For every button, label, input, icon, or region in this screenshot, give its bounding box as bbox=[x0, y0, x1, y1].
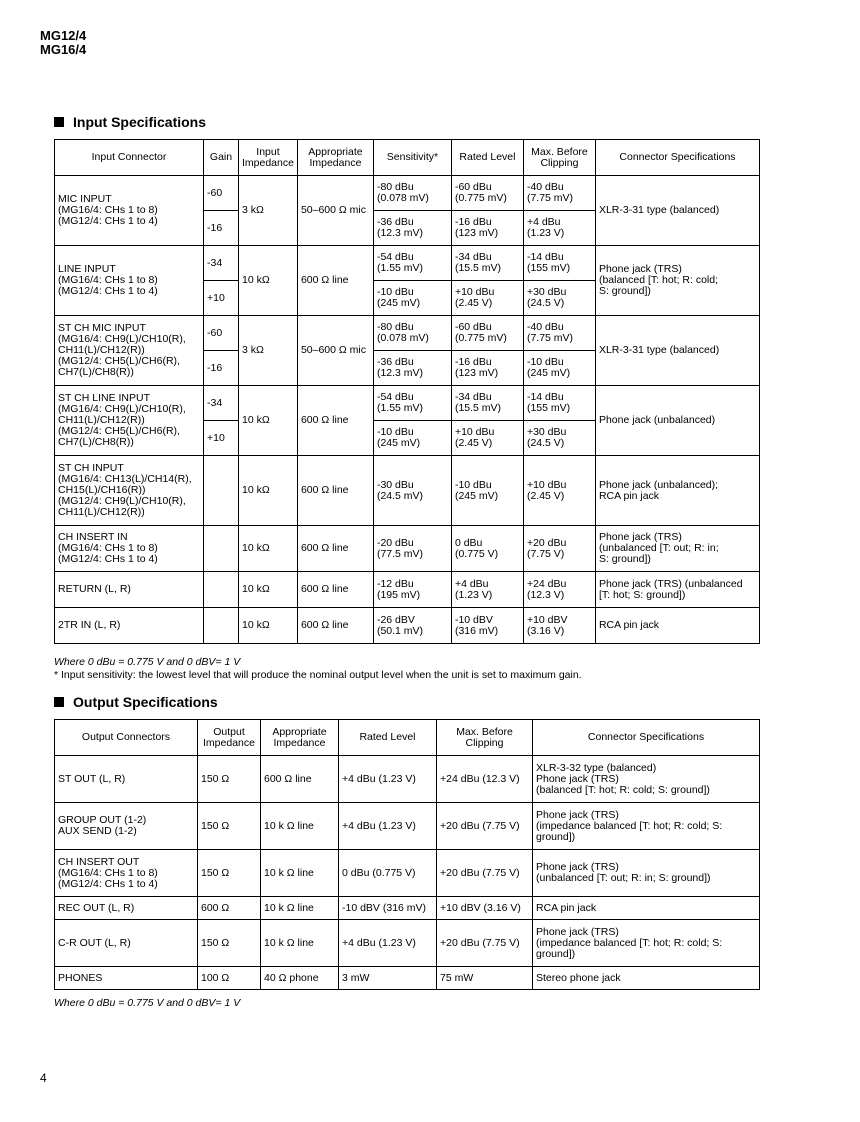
max-line: (1.23 V) bbox=[526, 227, 565, 239]
max-line: -10 dBu bbox=[526, 356, 564, 368]
rated-line: (0.775 V) bbox=[454, 547, 499, 560]
connector-spec-line: RCA pin jack bbox=[536, 901, 597, 914]
table-row bbox=[55, 246, 760, 281]
gain-value bbox=[204, 608, 239, 644]
connector-spec-line: (unbalanced [T: out; R: in; S: ground]) bbox=[536, 872, 711, 884]
connector-name-line: ST CH MIC INPUT bbox=[58, 322, 146, 334]
sens-line: (77.5 mV) bbox=[376, 547, 424, 560]
input-connector-name bbox=[55, 526, 204, 572]
appropriate-impedance-header: Appropriate Impedance bbox=[261, 720, 339, 756]
max-line: +10 dBu bbox=[526, 478, 567, 491]
connector-spec-line: S: ground]) bbox=[598, 285, 651, 297]
rated-level: +4 dBu (1.23 V) bbox=[339, 920, 437, 967]
connector-spec bbox=[595, 526, 759, 572]
max-value bbox=[523, 246, 595, 281]
bullet-square-icon bbox=[54, 697, 64, 707]
sens-value bbox=[373, 351, 451, 386]
max-value bbox=[523, 572, 595, 608]
connector-name-line: CH INSERT OUT bbox=[58, 855, 140, 868]
rated-line: +10 dBu bbox=[454, 426, 495, 438]
table-row bbox=[55, 897, 760, 920]
connector-spec-line: Stereo phone jack bbox=[536, 971, 621, 984]
sens-line: (245 mV) bbox=[376, 297, 421, 309]
output-impedance: 100 Ω bbox=[198, 967, 261, 990]
connector-name-line: (MG16/4: CH9(L)/CH10(R), bbox=[58, 333, 186, 345]
sens-line: (12.3 mV) bbox=[376, 367, 424, 379]
rated-line: (1.23 V) bbox=[454, 588, 493, 601]
output-impedance: 150 Ω bbox=[198, 920, 261, 967]
input-connector-name bbox=[55, 316, 204, 386]
input-impedance: 3 kΩ bbox=[239, 176, 298, 246]
output-connector-name bbox=[55, 897, 198, 920]
sens-line: -10 dBu bbox=[376, 286, 414, 298]
max-value bbox=[523, 211, 595, 246]
gain-value: -16 bbox=[204, 351, 239, 386]
gain-value: -34 bbox=[204, 386, 239, 421]
sens-value bbox=[373, 526, 451, 572]
connector-name-line: CH7(L)/CH8(R)) bbox=[58, 436, 134, 448]
output-connector-name bbox=[55, 920, 198, 967]
appropriate-impedance: 600 Ω line bbox=[297, 572, 373, 608]
table-row bbox=[55, 756, 760, 803]
connector-spec-line: S: ground]) bbox=[598, 553, 651, 565]
sens-line: (12.3 mV) bbox=[376, 227, 424, 239]
sens-line: (50.1 mV) bbox=[376, 624, 424, 637]
input-note-2: * Input sensitivity: the lowest level that will produce the nominal output level when the unit is set to maximum gain. bbox=[54, 669, 582, 681]
rated-line: +10 dBu bbox=[454, 286, 495, 298]
output-impedance: 150 Ω bbox=[198, 850, 261, 897]
table-row bbox=[55, 967, 760, 990]
appropriate-impedance: 50–600 Ω mic bbox=[297, 176, 373, 246]
connector-name-line: CH11(L)/CH12(R)) bbox=[58, 414, 145, 426]
table-row bbox=[55, 456, 760, 526]
connector-spec-line: Phone jack (unbalanced); bbox=[598, 478, 719, 491]
rated-line: -16 dBu bbox=[454, 356, 492, 368]
connector-name-line: (MG16/4: CH13(L)/CH14(R), bbox=[58, 473, 192, 485]
appropriate-impedance-header: Appropriate Impedance bbox=[297, 140, 373, 176]
connector-name-line: CH11(L)/CH12(R)) bbox=[58, 344, 145, 356]
table-row bbox=[55, 316, 760, 351]
connector-name-line: GROUP OUT (1-2) bbox=[58, 814, 147, 826]
gain-value bbox=[204, 456, 239, 526]
connector-spec bbox=[533, 920, 760, 967]
rated-line: (15.5 mV) bbox=[454, 402, 502, 414]
max-value bbox=[523, 176, 595, 211]
connector-name-line: 2TR IN (L, R) bbox=[58, 619, 121, 631]
max-line: +30 dBu bbox=[526, 426, 567, 438]
rated-line: (316 mV) bbox=[454, 624, 499, 637]
sensitivity-header: Sensitivity* bbox=[373, 140, 451, 176]
connector-name-line: CH15(L)/CH16(R)) bbox=[58, 484, 146, 496]
connector-spec-line: ground]) bbox=[536, 947, 576, 960]
sens-value bbox=[373, 281, 451, 316]
connector-spec-line: Phone jack (TRS) bbox=[536, 808, 619, 821]
connector-name-line: (MG16/4: CHs 1 to 8) bbox=[58, 866, 158, 879]
model-name-1: MG12/4 bbox=[40, 28, 87, 43]
max-line: +10 dBV bbox=[526, 613, 568, 626]
input-connector-name bbox=[55, 456, 204, 526]
gain-value bbox=[204, 572, 239, 608]
connector-name-line: ST CH LINE INPUT bbox=[58, 392, 150, 404]
max-line: +20 dBu bbox=[526, 536, 567, 549]
rated-line: 0 dBu bbox=[454, 536, 483, 549]
input-connector-header: Input Connector bbox=[55, 140, 204, 176]
max-line: (2.45 V) bbox=[526, 489, 565, 502]
rated-line: (245 mV) bbox=[454, 489, 499, 502]
max-line: +24 dBu bbox=[526, 577, 567, 590]
connector-spec-line: Phone jack (TRS) bbox=[598, 531, 682, 543]
max-value bbox=[523, 421, 595, 456]
rated-level-header: Rated Level bbox=[451, 140, 523, 176]
output-impedance: 600 Ω bbox=[198, 897, 261, 920]
sens-line: -36 dBu bbox=[376, 216, 414, 228]
sens-line: -54 dBu bbox=[376, 391, 414, 403]
gain-header: Gain bbox=[204, 140, 239, 176]
max-line: (3.16 V) bbox=[526, 624, 565, 637]
connector-spec-line: (impedance balanced [T: hot; R: cold; S: bbox=[536, 936, 723, 949]
connector-spec bbox=[595, 572, 759, 608]
sens-value bbox=[373, 421, 451, 456]
input-impedance: 3 kΩ bbox=[239, 316, 298, 386]
connector-name-line: PHONES bbox=[58, 971, 103, 984]
rated-level: +4 dBu (1.23 V) bbox=[339, 756, 437, 803]
max-line: +30 dBu bbox=[526, 286, 567, 298]
gain-value bbox=[204, 526, 239, 572]
input-impedance: 10 kΩ bbox=[239, 386, 298, 456]
connector-spec-line: (balanced [T: hot; R: cold; bbox=[598, 274, 719, 286]
connector-spec bbox=[595, 316, 759, 386]
input-section-title: Input Specifications bbox=[54, 114, 206, 130]
gain-value: -60 bbox=[204, 316, 239, 351]
input-connector-name bbox=[55, 386, 204, 456]
connector-name-line: (MG16/4: CHs 1 to 8) bbox=[58, 274, 158, 286]
output-connector-name bbox=[55, 803, 198, 850]
rated-line: -10 dBV bbox=[454, 613, 493, 626]
rated-level: 0 dBu (0.775 V) bbox=[339, 850, 437, 897]
sens-line: -54 dBu bbox=[376, 251, 414, 263]
table-row bbox=[55, 572, 760, 608]
connector-spec bbox=[533, 756, 760, 803]
connector-spec bbox=[533, 897, 760, 920]
sens-line: -36 dBu bbox=[376, 356, 414, 368]
connector-spec bbox=[595, 608, 759, 644]
gain-value: -60 bbox=[204, 176, 239, 211]
max-line: (7.75 mV) bbox=[526, 192, 574, 204]
table-row bbox=[55, 920, 760, 967]
rated-line: -60 dBu bbox=[454, 321, 492, 333]
rated-value bbox=[451, 281, 523, 316]
connector-name-line: (MG12/4: CHs 1 to 4) bbox=[58, 215, 158, 227]
connector-spec-line: Phone jack (TRS) bbox=[536, 861, 619, 873]
connector-name-line: ST CH INPUT bbox=[58, 462, 124, 474]
max-line: (7.75 V) bbox=[526, 547, 565, 560]
sens-line: (0.078 mV) bbox=[376, 332, 429, 344]
input-impedance: 10 kΩ bbox=[239, 526, 298, 572]
sens-line: (0.078 mV) bbox=[376, 192, 429, 204]
output-connector-name bbox=[55, 967, 198, 990]
rated-level-header: Rated Level bbox=[339, 720, 437, 756]
table-row bbox=[55, 803, 760, 850]
connector-name-line: REC OUT (L, R) bbox=[58, 901, 135, 914]
rated-value bbox=[451, 351, 523, 386]
connector-name-line: (MG12/4: CHs 1 to 4) bbox=[58, 285, 158, 297]
max-before-clipping: +20 dBu (7.75 V) bbox=[437, 920, 533, 967]
rated-line: (2.45 V) bbox=[454, 297, 493, 309]
connector-name-line: CH7(L)/CH8(R)) bbox=[58, 366, 134, 378]
rated-line: -60 dBu bbox=[454, 181, 492, 193]
rated-value bbox=[451, 421, 523, 456]
output-impedance: 150 Ω bbox=[198, 803, 261, 850]
connector-name-line: (MG16/4: CH9(L)/CH10(R), bbox=[58, 403, 186, 415]
max-before-clipping: 75 mW bbox=[437, 967, 533, 990]
rated-value bbox=[451, 316, 523, 351]
connector-name-line: (MG12/4: CHs 1 to 4) bbox=[58, 877, 158, 890]
max-value bbox=[523, 351, 595, 386]
sens-line: (1.55 mV) bbox=[376, 402, 424, 414]
connector-spec-line: RCA pin jack bbox=[598, 489, 660, 502]
connector-spec bbox=[595, 456, 759, 526]
sens-line: (1.55 mV) bbox=[376, 262, 424, 274]
connector-spec-line: (balanced [T: hot; R: cold; S: ground]) bbox=[536, 783, 710, 796]
rated-value bbox=[451, 526, 523, 572]
rated-value bbox=[451, 211, 523, 246]
connector-spec-line: RCA pin jack bbox=[598, 619, 660, 631]
rated-line: (2.45 V) bbox=[454, 437, 493, 449]
table-row bbox=[55, 176, 760, 211]
sens-value bbox=[373, 246, 451, 281]
output-note-1: Where 0 dBu = 0.775 V and 0 dBV= 1 V bbox=[54, 997, 241, 1009]
sens-line: (24.5 mV) bbox=[376, 489, 424, 502]
sens-value bbox=[373, 386, 451, 421]
connector-spec-line: (impedance balanced [T: hot; R: cold; S: bbox=[536, 819, 723, 832]
appropriate-impedance: 600 Ω line bbox=[297, 456, 373, 526]
model-header bbox=[40, 29, 86, 57]
max-before-clipping: +20 dBu (7.75 V) bbox=[437, 850, 533, 897]
output-impedance-header: Output Impedance bbox=[198, 720, 261, 756]
appropriate-impedance: 10 k Ω line bbox=[261, 803, 339, 850]
rated-line: (0.775 mV) bbox=[454, 332, 507, 344]
sens-value bbox=[373, 176, 451, 211]
connector-name-line: AUX SEND (1-2) bbox=[58, 825, 137, 837]
sens-line: -26 dBV bbox=[376, 613, 415, 626]
input-impedance: 10 kΩ bbox=[239, 246, 298, 316]
connector-name-line: (MG12/4: CH5(L)/CH6(R), bbox=[58, 425, 180, 437]
sens-line: -80 dBu bbox=[376, 181, 414, 193]
connector-name-line: (MG12/4: CH5(L)/CH6(R), bbox=[58, 355, 180, 367]
appropriate-impedance: 10 k Ω line bbox=[261, 850, 339, 897]
connector-spec bbox=[595, 176, 759, 246]
connector-spec-line: XLR-3-31 type (balanced) bbox=[598, 204, 720, 216]
connector-name-line: C-R OUT (L, R) bbox=[58, 936, 131, 949]
rated-level: +4 dBu (1.23 V) bbox=[339, 803, 437, 850]
output-impedance: 150 Ω bbox=[198, 756, 261, 803]
appropriate-impedance: 10 k Ω line bbox=[261, 920, 339, 967]
connector-name-line: CH INSERT IN bbox=[58, 531, 128, 543]
input-connector-name bbox=[55, 176, 204, 246]
max-line: (24.5 V) bbox=[526, 297, 565, 309]
rated-line: +4 dBu bbox=[454, 577, 489, 590]
max-before-clipping-header: Max. Before Clipping bbox=[523, 140, 595, 176]
sens-line: -10 dBu bbox=[376, 426, 414, 438]
table-row bbox=[55, 526, 760, 572]
max-line: +4 dBu bbox=[526, 216, 561, 228]
connector-name-line: CH11(L)/CH12(R)) bbox=[58, 506, 145, 518]
max-line: (155 mV) bbox=[526, 262, 571, 274]
rated-value bbox=[451, 456, 523, 526]
connector-spec-header: Connector Specifications bbox=[595, 140, 759, 176]
appropriate-impedance: 50–600 Ω mic bbox=[297, 316, 373, 386]
input-impedance-header: Input Impedance bbox=[239, 140, 298, 176]
input-connector-name bbox=[55, 246, 204, 316]
sens-value bbox=[373, 456, 451, 526]
sens-line: (195 mV) bbox=[376, 588, 421, 601]
rated-line: -34 dBu bbox=[454, 251, 492, 263]
connector-spec-line: Phone jack (TRS) (unbalanced bbox=[598, 577, 743, 590]
connector-spec-line: (unbalanced [T: out; R: in; bbox=[598, 542, 719, 554]
max-line: (7.75 mV) bbox=[526, 332, 574, 344]
sens-value bbox=[373, 316, 451, 351]
max-before-clipping-header: Max. Before Clipping bbox=[437, 720, 533, 756]
appropriate-impedance: 600 Ω line bbox=[297, 526, 373, 572]
table-row bbox=[55, 850, 760, 897]
input-impedance: 10 kΩ bbox=[239, 608, 298, 644]
connector-name-line: RETURN (L, R) bbox=[58, 583, 131, 595]
gain-value: +10 bbox=[204, 281, 239, 316]
connector-name-line: (MG12/4: CHs 1 to 4) bbox=[58, 553, 158, 565]
rated-line: (123 mV) bbox=[454, 227, 499, 239]
max-line: -14 dBu bbox=[526, 251, 564, 263]
max-value bbox=[523, 608, 595, 644]
connector-name-line: (MG12/4: CH9(L)/CH10(R), bbox=[58, 495, 186, 507]
max-value bbox=[523, 456, 595, 526]
sens-line: (245 mV) bbox=[376, 437, 421, 449]
rated-line: -10 dBu bbox=[454, 478, 492, 491]
table-row bbox=[55, 386, 760, 421]
rated-line: -34 dBu bbox=[454, 391, 492, 403]
appropriate-impedance: 600 Ω line bbox=[297, 246, 373, 316]
connector-name-line: (MG16/4: CHs 1 to 8) bbox=[58, 542, 158, 554]
max-before-clipping: +24 dBu (12.3 V) bbox=[437, 756, 533, 803]
sens-line: -12 dBu bbox=[376, 577, 414, 590]
max-line: (155 mV) bbox=[526, 402, 571, 414]
connector-spec-line: XLR-3-32 type (balanced) bbox=[536, 761, 657, 774]
connector-name-line: (MG16/4: CHs 1 to 8) bbox=[58, 204, 158, 216]
model-name-2: MG16/4 bbox=[40, 42, 87, 57]
bullet-square-icon bbox=[54, 117, 64, 127]
gain-value: -16 bbox=[204, 211, 239, 246]
rated-line: (123 mV) bbox=[454, 367, 499, 379]
connector-spec bbox=[533, 967, 760, 990]
appropriate-impedance: 10 k Ω line bbox=[261, 897, 339, 920]
appropriate-impedance: 600 Ω line bbox=[297, 608, 373, 644]
rated-value bbox=[451, 386, 523, 421]
connector-spec-line: Phone jack (unbalanced) bbox=[598, 414, 716, 426]
max-line: (245 mV) bbox=[526, 367, 571, 379]
page-number: 4 bbox=[40, 1071, 47, 1085]
rated-value bbox=[451, 572, 523, 608]
output-section-title: Output Specifications bbox=[54, 694, 218, 710]
max-value bbox=[523, 526, 595, 572]
input-connector-name bbox=[55, 572, 204, 608]
input-note-1: Where 0 dBu = 0.775 V and 0 dBV= 1 V bbox=[54, 656, 241, 668]
output-connector-name bbox=[55, 756, 198, 803]
rated-value bbox=[451, 608, 523, 644]
connector-name-line: LINE INPUT bbox=[58, 263, 116, 275]
max-before-clipping: +10 dBV (3.16 V) bbox=[437, 897, 533, 920]
connector-spec-line: Phone jack (TRS) bbox=[536, 772, 619, 785]
rated-line: (15.5 mV) bbox=[454, 262, 502, 274]
max-line: (24.5 V) bbox=[526, 437, 565, 449]
sens-value bbox=[373, 572, 451, 608]
rated-value bbox=[451, 176, 523, 211]
max-before-clipping: +20 dBu (7.75 V) bbox=[437, 803, 533, 850]
connector-spec-line: [T: hot; S: ground]) bbox=[598, 588, 686, 601]
rated-line: (0.775 mV) bbox=[454, 192, 507, 204]
output-connectors-header: Output Connectors bbox=[55, 720, 198, 756]
output-connector-name bbox=[55, 850, 198, 897]
table-row bbox=[55, 608, 760, 644]
input-connector-name bbox=[55, 608, 204, 644]
connector-spec-line: Phone jack (TRS) bbox=[536, 925, 619, 938]
sens-line: -30 dBu bbox=[376, 478, 414, 491]
max-line: -40 dBu bbox=[526, 321, 564, 333]
connector-spec bbox=[595, 246, 759, 316]
appropriate-impedance: 600 Ω line bbox=[261, 756, 339, 803]
max-value bbox=[523, 281, 595, 316]
input-impedance: 10 kΩ bbox=[239, 456, 298, 526]
connector-spec bbox=[533, 803, 760, 850]
gain-value: -34 bbox=[204, 246, 239, 281]
appropriate-impedance: 600 Ω line bbox=[297, 386, 373, 456]
rated-level: -10 dBV (316 mV) bbox=[339, 897, 437, 920]
sens-value bbox=[373, 608, 451, 644]
input-impedance: 10 kΩ bbox=[239, 572, 298, 608]
connector-spec-line: Phone jack (TRS) bbox=[598, 263, 682, 275]
max-line: -14 dBu bbox=[526, 391, 564, 403]
input-spec-table bbox=[54, 139, 760, 644]
connector-spec-header: Connector Specifications bbox=[533, 720, 760, 756]
connector-spec-line: XLR-3-31 type (balanced) bbox=[598, 344, 720, 356]
connector-spec bbox=[595, 386, 759, 456]
connector-name-line: MIC INPUT bbox=[58, 193, 112, 205]
sens-value bbox=[373, 211, 451, 246]
connector-spec-line: ground]) bbox=[536, 830, 576, 843]
connector-spec bbox=[533, 850, 760, 897]
appropriate-impedance: 40 Ω phone bbox=[261, 967, 339, 990]
max-line: (12.3 V) bbox=[526, 588, 565, 601]
max-value bbox=[523, 316, 595, 351]
gain-value: +10 bbox=[204, 421, 239, 456]
max-value bbox=[523, 386, 595, 421]
rated-line: -16 dBu bbox=[454, 216, 492, 228]
rated-level: 3 mW bbox=[339, 967, 437, 990]
sens-line: -80 dBu bbox=[376, 321, 414, 333]
rated-value bbox=[451, 246, 523, 281]
sens-line: -20 dBu bbox=[376, 536, 414, 549]
connector-name-line: ST OUT (L, R) bbox=[58, 772, 126, 785]
max-line: -40 dBu bbox=[526, 181, 564, 193]
output-spec-table bbox=[54, 719, 760, 990]
